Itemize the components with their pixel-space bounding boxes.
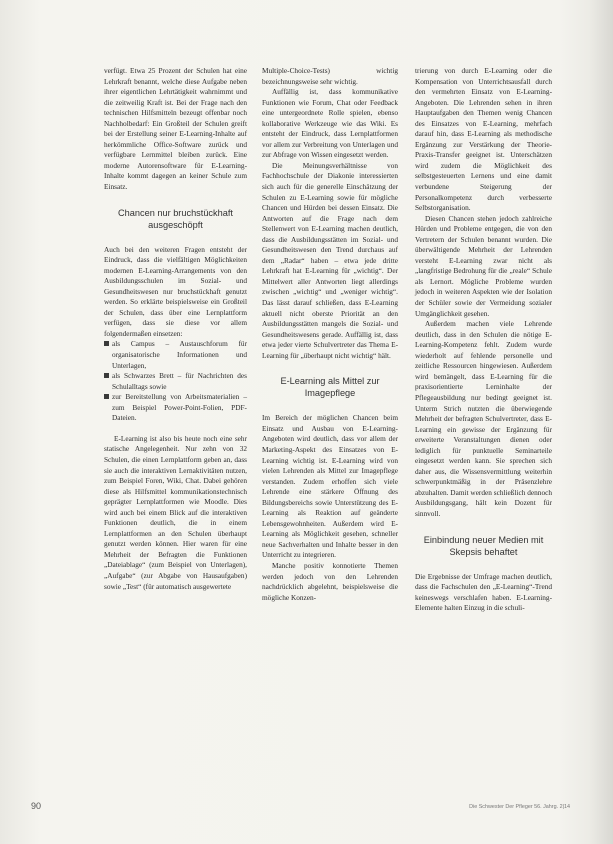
page-edge-shadow: [589, 0, 613, 844]
paragraph: Auffällig ist, dass kommunikative Funktionen wie Forum, Chat oder Feedback eine untergeordnete Rolle spielen, ebenso kollaborative Werkzeuge wie das Wiki. Es entsteht der Eindruck, dass Lernplattformen vor allem zur Verbreitung von Unterlagen und zur Abfrage von Wissen eingesetzt werden.: [262, 87, 398, 160]
paragraph: Die Meinungsverhältnisse von Fachhochschule der Diakonie interessierten sich auch für die generelle Einschätzung der Schulen zu E-Learning sowie für mögliche Chancen und Hürden bei dessen Einsatz. Die Antworten auf die Frage nach dem Stellenwert von E-Learning machen deutlich, dass die Ausbildungsstätten im Sozial- und Gesundheitswesen den Trend durchaus auf dem „Radar“ haben – etwa jede dritte Lehrkraft hat E-Learning für „wichtig“. Der Mittelwert aller Antworten liegt allerdings zwischen „wichtig“ und „weniger wichtig“. Das lässt darauf schließen, dass E-Learning aktuell nicht oberste Priorität an den Ausbildungsstätten mangels die Sozial- und Gesundheitswesens gerade. Auffällig ist, dass etwa jeder vierte Schulvertreter das Thema E-Learning für „überhaupt nicht wichtig“ hält.: [262, 160, 398, 360]
paragraph: Auch bei den weiteren Fragen entsteht der Eindruck, dass die vielfältigen Möglichkeiten modernen E-Learning-Arrangements von den Ausbildungsschulen im Sozial- und Gesundheitswesen nur bruchstückhaft genutzt werden. So erklärte beispielsweise ein Großteil der Schulen, dass über eine Lernplattform verfügen, dass sie diese vor allem folgendermaßen einsetzen:: [104, 244, 247, 338]
bullet-text: als Schwarzes Brett – für Nachrichten des Schulalltags sowie: [112, 371, 247, 391]
section-heading: Chancen nur bruchstückhaft ausgeschöpft: [118, 207, 233, 230]
paragraph: Diesen Chancen stehen jedoch zahlreiche Hürden und Probleme entgegen, die von den Vertretern der Schulen benannt wurden. Die überwältigende Mehrheit der Lehrenden versteht E-Learning zwar nicht als „langfristige Bedrohung für die „reale“ Schule als Lernort. Mögliche Probleme wurden jedoch in weiteren Aspekten wie der Isolation der Schüler sowie der Vermeidung sozialer Umgänglichkeit gesehen.: [415, 213, 552, 318]
bullet-item: [104, 392, 247, 424]
paragraph: verfügt. Etwa 25 Prozent der Schulen hat eine Lehrkraft benannt, welche diese Aufgabe neben ihrer eigentlichen Lehrtätigkeit wahrnimmt und die zeitweilig Kraft ist. Bei der Frage nach den technischen Hilfsmitteln bezeugt offenbar noch Nachholbedarf: Ein Großteil der Schulen greift bei der Erstellung seiner E-Learning-Inhalte auf herkömmliche Office-Software zurück und verfügbare Lernmittel bleiben zurück. Eine moderne Autorensoftware für E-Learning-Inhalte kommt dagegen an keiner Schule zum Einsatz.: [104, 66, 247, 192]
bullet-square-icon: [104, 373, 109, 378]
paragraph: Die Ergebnisse der Umfrage machen deutlich, dass die Fachschulen den „E-Learning“-Trend keineswegs verschlafen haben. E-Learning-Elemente halten Einzug in die schuli-: [415, 571, 552, 613]
bullet-text: zur Bereitstellung von Arbeitsmaterialien – zum Beispiel Power-Point-Folien, PDF-Dateien.: [112, 392, 247, 423]
footer-citation: Die Schwester Der Pfleger 56. Jahrg. 2|14: [469, 804, 570, 810]
paragraph: Multiple-Choice-Tests) wichtig bezeichnungsweise sehr wichtig.: [262, 66, 398, 86]
paragraph: Manche positiv konnotierte Themen werden jedoch von den Lehrenden nachdrücklich abgelehnt, beispielsweise die mögliche Konzen-: [262, 560, 398, 602]
text-column-right: [415, 66, 552, 614]
section-heading: Einbindung neuer Medien mit Skepsis behaftet: [423, 534, 544, 557]
bullet-item: [104, 371, 247, 392]
text-column-middle: [262, 66, 398, 603]
bullet-square-icon: [104, 341, 109, 346]
paragraph: E-Learning ist also bis heute noch eine sehr statische Angelegenheit. Nur zehn von 32 Schulen, die einen Lernplattform geben an, dass sie auch die interaktiven Lernaktivitäten nutzen, zum Beispiel Foren, Wiki, Chat. Dabei gehören diese als Hilfsmittel kommunikationstechnisch geprägter Lernplattformen wie Moodle. Dies wird auch bei einem Blick auf die interaktiven Funktionen deutlich, die in einem Lernplattformen an den Schulen überhaupt genutzt werden können. Hier waren für eine Mehrheit der Befragten die Funktionen „Dateiablage“ (zum Beispiel von Unterlagen), „Aufgabe“ (zur Abgabe von Hausaufgaben) sowie „Test“ (für automatisch ausgewertete: [104, 433, 247, 591]
bullet-item: [104, 339, 247, 371]
paragraph: Im Bereich der möglichen Chancen beim Einsatz und Ausbau von E-Learning-Angeboten wird deutlich, dass vor allem der Marketing-Aspekt des Einsatzes von E-Learning wichtig ist. E-Learning wird von vielen Lehrenden als Mittel zur Imagepflege verstanden. Zudem erhoffen sich viele Lehrende eine stärkere Öffnung des Bildungsbereichs sowie Unterstützung des E-Learning als Reaktion auf geänderte Lebensgewohnheiten. Außerdem wird E-Learning als Möglichkeit gesehen, schneller neue Sachverhalten und Inhalte besser in den Unterricht zu integrieren.: [262, 413, 398, 560]
paragraph: trierung von durch E-Learning oder die Kompensation von Unterrichtsausfall durch den vermehrten Einsatz von E-Learning-Angeboten. Die Lehrenden sehen in ihren Hauptaufgaben den Themen wenig Chancen des Einsatzes von E-Learning, mehrfach darauf hin, dass E-Learning als methodische Ergänzung zur Verstärkung der Theorie-Praxis-Transfer geeignet ist. Unterschätzen wird zudem die Möglichkeit des selbstgesteuerten Lernens und eine damit verbundene Steigerung der Personalkompetenz durch verbesserte Selbstorganisation.: [415, 66, 552, 213]
text-column-left: [104, 66, 247, 592]
page-number: 90: [31, 801, 42, 811]
section-heading: E-Learning als Mittel zur Imagepflege: [280, 376, 380, 399]
bullet-text: als Campus – Austauschforum für organisatorische Informationen und Unterlagen,: [112, 339, 247, 370]
bullet-square-icon: [104, 394, 109, 399]
paragraph: Außerdem machen viele Lehrende deutlich, dass in den Schulen die nötige E-Learning-Kompetenz fehlt. Zudem wurde wiederholt auf fehlende personelle und zeitliche Ressourcen hingewiesen. Außerdem wird bemängelt, dass E-Learning für die praxisorientierte Lerninhalte der Pflegeausbildung nur bedingt geeignet ist. Unterm Strich nutzten die überwiegende Mehrheit der befragten Schulvertreter, dass E-Learning ein gewisse der Ergänzung für erweiterte Veranstaltungen dienen oder lediglich für punktuelle Seminarteile eingesetzt werden kann. Sie sprechen sich daher aus, die Wissensvermittlung weiterhin schwerpunktmäßig in der Präsenzlehre abzuhalten. Damit werden schließlich dennoch Ausbildungsgang, hält kein Dozent für sinnvoll.: [415, 319, 552, 518]
